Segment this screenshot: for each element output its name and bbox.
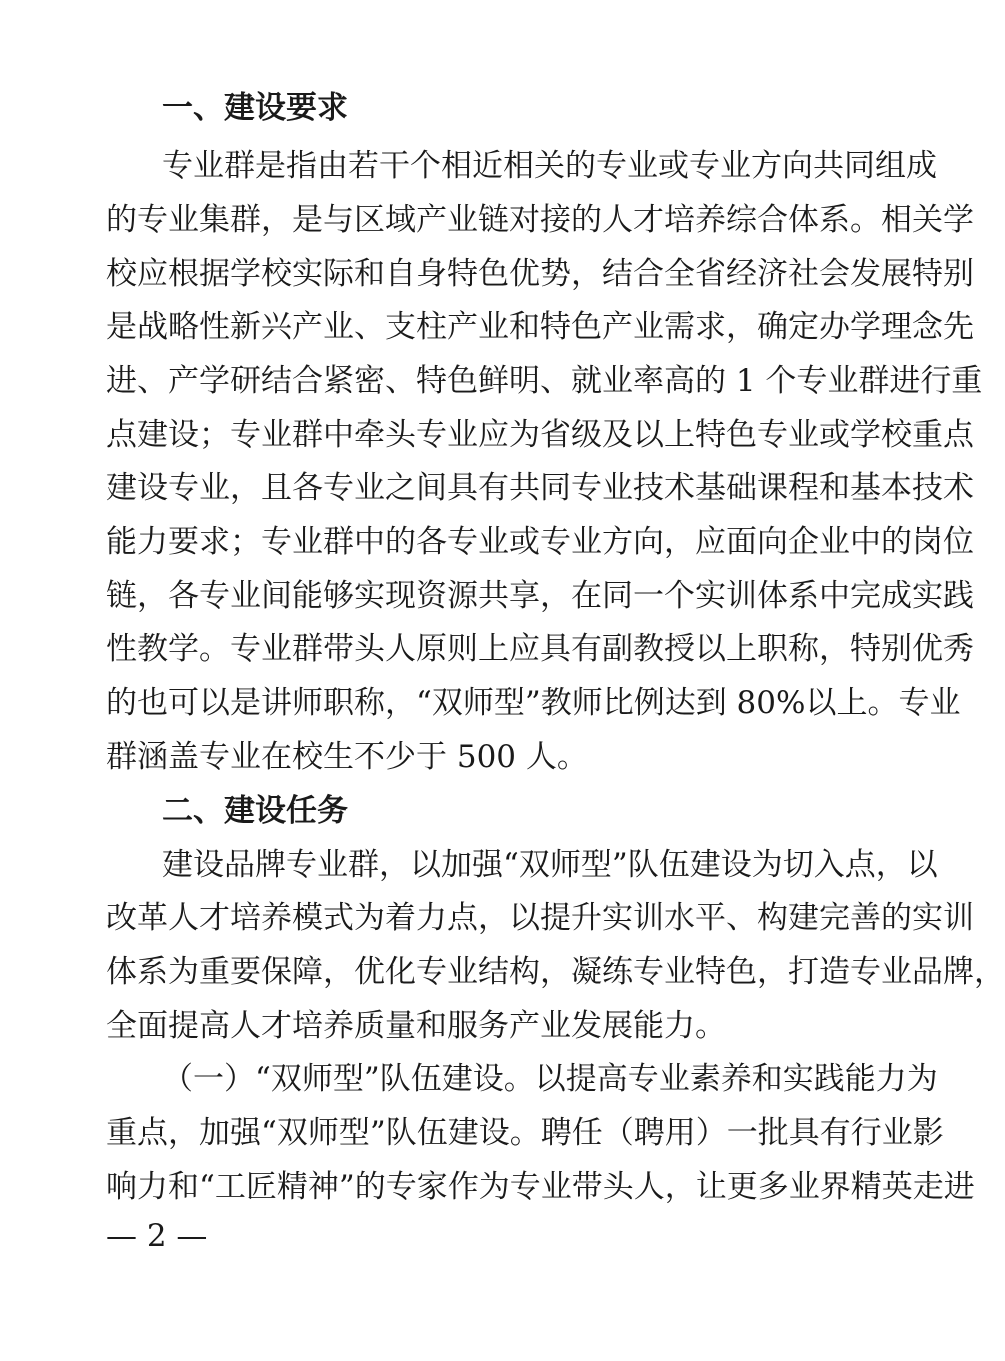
section-heading-1: 一、建设要求 xyxy=(162,90,348,126)
paragraph-line: 专业群是指由若干个相近相关的专业或专业方向共同组成 xyxy=(162,148,937,184)
paragraph-line: 建设专业，且各专业之间具有共同专业技术基础课程和基本技术 xyxy=(106,470,974,506)
paragraph-line: 校应根据学校实际和自身特色优势，结合全省经济社会发展特别 xyxy=(106,256,974,292)
paragraph-line: （一）“双师型”队伍建设。以提高专业素养和实践能力为 xyxy=(162,1061,938,1097)
paragraph-line: 进、产学研结合紧密、特色鲜明、就业率高的 1 个专业群进行重 xyxy=(106,363,983,399)
paragraph-line: 性教学。专业群带头人原则上应具有副教授以上职称，特别优秀 xyxy=(106,631,974,667)
paragraph-line: 群涵盖专业在校生不少于 500 人。 xyxy=(106,739,588,775)
section-heading-2: 二、建设任务 xyxy=(162,793,348,829)
paragraph-line: 体系为重要保障，优化专业结构，凝练专业特色，打造专业品牌， xyxy=(106,954,1005,990)
paragraph-line: 改革人才培养模式为着力点，以提升实训水平、构建完善的实训 xyxy=(106,900,974,936)
paragraph-line: 点建设；专业群中牵头专业应为省级及以上特色专业或学校重点 xyxy=(106,417,974,453)
paragraph-line: 建设品牌专业群，以加强“双师型”队伍建设为切入点，以 xyxy=(162,847,938,883)
paragraph-line: 链，各专业间能够实现资源共享，在同一个实训体系中完成实践 xyxy=(106,578,974,614)
paragraph-line: 响力和“工匠精神”的专家作为专业带头人，让更多业界精英走进 xyxy=(106,1169,975,1205)
paragraph-line: 是战略性新兴产业、支柱产业和特色产业需求，确定办学理念先 xyxy=(106,309,974,345)
page-number: — 2 — xyxy=(106,1218,208,1254)
paragraph-line: 的也可以是讲师职称，“双师型”教师比例达到 80%以上。专业 xyxy=(106,685,961,721)
paragraph-line: 的专业集群，是与区域产业链对接的人才培养综合体系。相关学 xyxy=(106,202,974,238)
paragraph-line: 能力要求；专业群中的各专业或专业方向，应面向企业中的岗位 xyxy=(106,524,974,560)
paragraph-line: 重点，加强“双师型”队伍建设。聘任（聘用）一批具有行业影 xyxy=(106,1115,944,1151)
paragraph-line: 全面提高人才培养质量和服务产业发展能力。 xyxy=(106,1008,726,1044)
